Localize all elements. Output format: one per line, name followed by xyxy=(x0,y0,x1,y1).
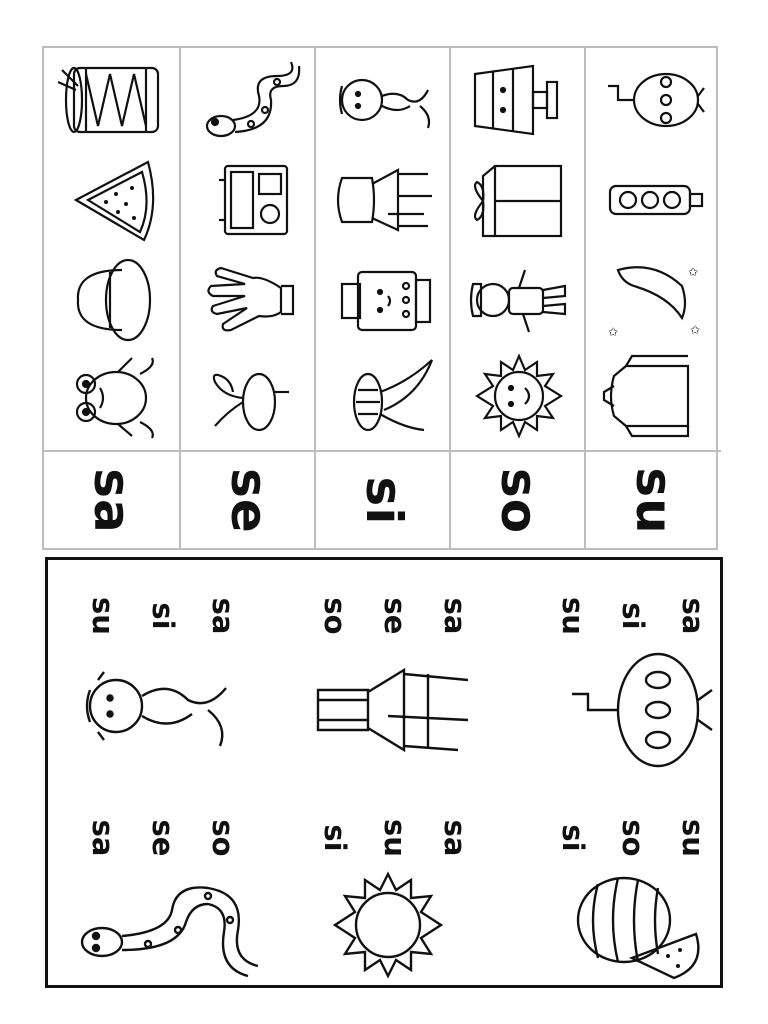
option-su[interactable]: su xyxy=(378,819,412,857)
chart-column-so xyxy=(449,48,586,548)
svg-text:✩: ✩ xyxy=(608,325,619,339)
options-sun xyxy=(310,819,472,857)
options-submarine xyxy=(548,597,710,635)
mermaid-icon xyxy=(328,56,438,144)
option-sa[interactable]: sa xyxy=(206,597,240,635)
option-se[interactable]: se xyxy=(378,597,412,635)
drum-icon xyxy=(56,56,166,144)
sweater-icon xyxy=(598,352,708,440)
syllable-label: su xyxy=(624,467,683,535)
svg-text:✩: ✩ xyxy=(688,265,699,279)
chart-column-se xyxy=(179,48,316,548)
syllable-chart xyxy=(42,46,718,550)
lamp-icon xyxy=(463,56,573,144)
watermelon-icon xyxy=(568,870,708,980)
options-watermelon xyxy=(548,819,710,857)
option-so[interactable]: so xyxy=(318,597,352,635)
chart-column-si xyxy=(314,48,451,548)
syllable-label: sa xyxy=(82,468,141,534)
syllable-cell-sa xyxy=(44,450,179,550)
syllable-cell-si xyxy=(316,450,451,550)
syllable-cell-su xyxy=(586,450,721,550)
hat-icon xyxy=(56,256,166,344)
gift-icon xyxy=(463,156,573,244)
option-su[interactable]: su xyxy=(556,597,590,635)
option-si[interactable]: si xyxy=(318,824,352,852)
syllable-label: si xyxy=(354,476,413,526)
options-chair xyxy=(310,597,472,635)
snake-icon xyxy=(68,870,258,980)
frog-icon xyxy=(56,352,166,440)
option-si[interactable]: si xyxy=(616,602,650,630)
chart-column-sa xyxy=(44,48,179,548)
syllable-cell-so xyxy=(451,450,586,550)
svg-text:✩: ✩ xyxy=(690,323,701,337)
sun-icon xyxy=(463,352,573,440)
syllable-exercise xyxy=(45,557,723,988)
corn-icon xyxy=(328,352,438,440)
snake-icon xyxy=(193,56,303,144)
chair-icon xyxy=(308,660,478,760)
watermelon-icon xyxy=(56,156,166,244)
options-snake xyxy=(78,819,240,857)
printer-icon xyxy=(328,256,438,344)
traffic-light-icon xyxy=(598,156,708,244)
option-sa[interactable]: sa xyxy=(86,819,120,857)
hand-icon xyxy=(193,256,303,344)
chart-column-su xyxy=(584,48,721,548)
syllable-label: so xyxy=(489,467,548,535)
syllable-label: se xyxy=(219,468,278,534)
option-su[interactable]: su xyxy=(86,597,120,635)
option-sa[interactable]: sa xyxy=(438,819,472,857)
sun-icon xyxy=(323,870,453,980)
soldier-icon xyxy=(463,256,573,344)
syllable-cell-se xyxy=(181,450,316,550)
option-so[interactable]: so xyxy=(206,819,240,857)
seed-icon xyxy=(193,352,303,440)
option-se[interactable]: se xyxy=(146,819,180,857)
chair-icon xyxy=(328,156,438,244)
option-si[interactable]: si xyxy=(146,602,180,630)
option-so[interactable]: so xyxy=(616,819,650,857)
option-sa[interactable]: sa xyxy=(676,597,710,635)
option-su[interactable]: su xyxy=(676,819,710,857)
submarine-icon xyxy=(558,650,718,770)
option-sa[interactable]: sa xyxy=(438,597,472,635)
radio-icon xyxy=(193,156,303,244)
mermaid-icon xyxy=(68,650,238,760)
submarine-icon xyxy=(598,56,708,144)
moon-icon xyxy=(598,256,708,344)
options-mermaid xyxy=(78,597,240,635)
option-si[interactable]: si xyxy=(556,824,590,852)
